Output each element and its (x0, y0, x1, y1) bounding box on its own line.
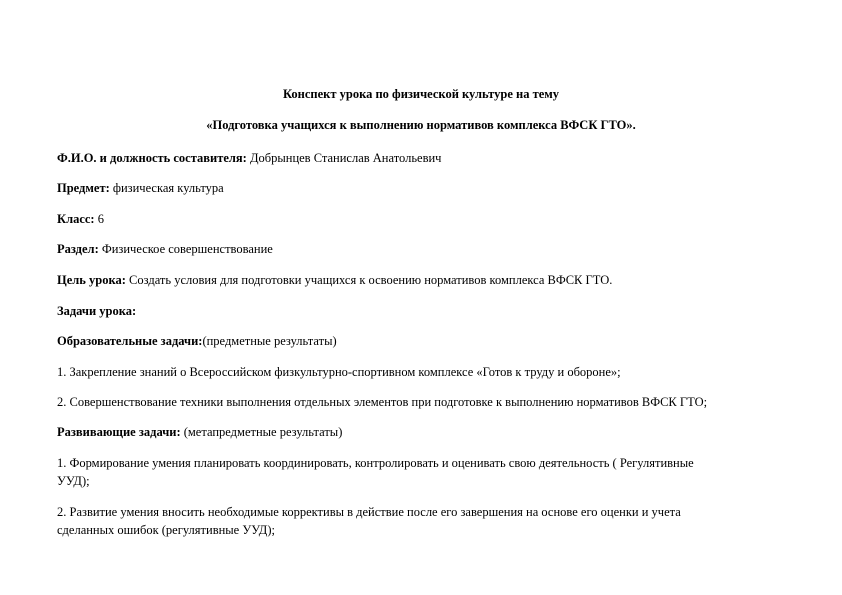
grade-line (57, 211, 104, 228)
author-value: Добрынцев Станислав Анатольевич (246, 151, 442, 165)
section-line (57, 241, 273, 258)
title-line-1: Конспект урока по физической культуре на тему (282, 87, 560, 101)
educational-value: (предметные результаты) (202, 334, 337, 348)
educational-item-1: 1. Закрепление знаний о Всероссийском физкультурно-спортивном комплексе «Готов к труду и обороне»; (57, 365, 621, 379)
subject-label: Предмет: (57, 181, 110, 195)
developmental-item-1-line-2: УУД); (57, 474, 90, 488)
educational-tasks-heading (57, 333, 337, 350)
section-label: Раздел: (57, 242, 99, 256)
goal-value: Создать условия для подготовки учащихся к освоению нормативов комплекса ВФСК ГТО. (125, 273, 613, 287)
title-line-2: «Подготовка учащихся к выполнению нормативов комплекса ВФСК ГТО». (206, 118, 636, 132)
developmental-item-1-line-1: 1. Формирование умения планировать координировать, контролировать и оценивать свою деятельность ( Регулятивные (57, 456, 694, 470)
grade-label: Класс: (57, 212, 95, 226)
section-value: Физическое совершенствование (98, 242, 273, 256)
goal-label: Цель урока: (57, 273, 126, 287)
subject-value: физическая культура (109, 181, 224, 195)
goal-line (57, 272, 612, 289)
educational-label: Образовательные задачи: (57, 334, 203, 348)
developmental-label: Развивающие задачи: (57, 425, 181, 439)
grade-value: 6 (94, 212, 104, 226)
developmental-value: (метапредметные результаты) (180, 425, 343, 439)
developmental-item-2-line-1: 2. Развитие умения вносить необходимые коррективы в действие после его завершения на основе его оценки и учета (57, 505, 681, 519)
author-line (57, 150, 441, 167)
author-label: Ф.И.О. и должность составителя: (57, 151, 247, 165)
developmental-item-2-line-2: сделанных ошибок (регулятивные УУД); (57, 523, 275, 537)
subject-line (57, 180, 224, 197)
educational-item-2: 2. Совершенствование техники выполнения отдельных элементов при подготовке к выполнению нормативов ВФСК ГТО; (57, 395, 708, 409)
developmental-tasks-heading (57, 424, 342, 441)
tasks-heading: Задачи урока: (57, 304, 137, 318)
